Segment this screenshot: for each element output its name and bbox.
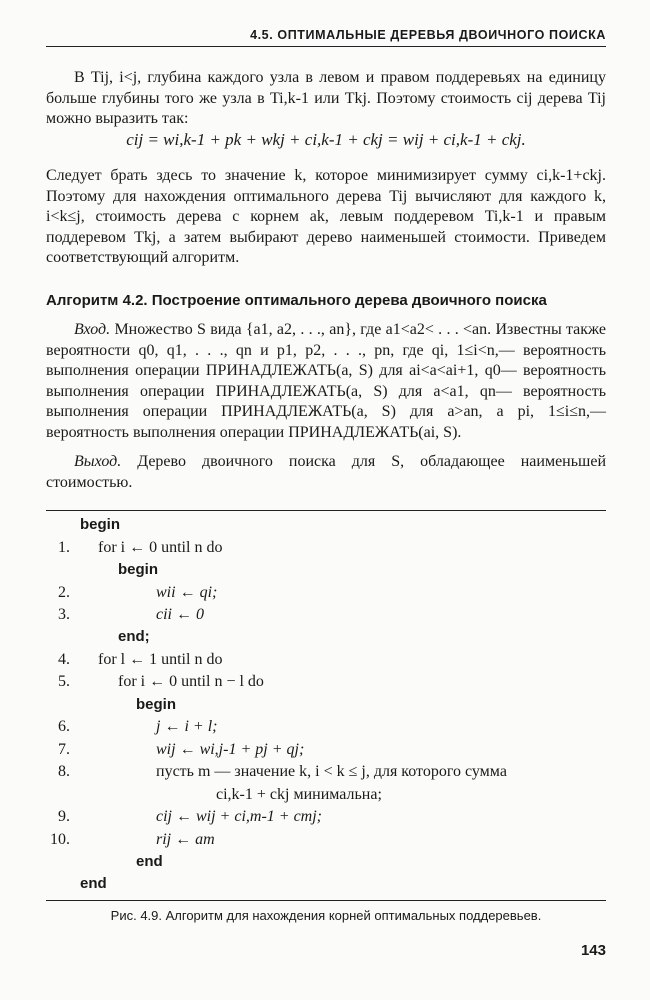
line-number: 1.	[58, 539, 70, 556]
algorithm-output	[46, 452, 606, 493]
code-text: пусть m — значение k, i < k ≤ j, для которого сумма	[156, 763, 507, 780]
code-text: rij ← am	[156, 831, 215, 848]
code-line	[46, 694, 606, 716]
code-text: for i ← 0 until n do	[98, 539, 223, 556]
code-line	[46, 873, 606, 895]
code-text: cij ← wij + ci,m-1 + cmj;	[156, 808, 323, 825]
input-text: Множество S вида {a1, a2, . . ., an}, где a1<a2< . . . <an. Известны также вероятности q0, q1, . . ., qn и p1, p2, . . ., pn, где qi, 1≤i<n,— вероятность выполнения операции ПРИНАДЛЕЖАТЬ(a, S) для ai<a<ai+1, q0— вероятность выполнения операции ПРИНАДЛЕЖАТЬ(a, S) для a<a1, qn— вероятность выполнения операции ПРИНАДЛЕЖАТЬ(a, S) для a>an, a pi, 1≤i≤n,— вероятность выполнения операции ПРИНАДЛЕЖАТЬ(ai, S).	[46, 321, 607, 441]
line-number: 3.	[58, 606, 70, 623]
code-text: end;	[118, 628, 150, 645]
code-text: wii ← qi;	[156, 584, 218, 601]
code-line	[46, 739, 606, 761]
line-number: 9.	[58, 808, 70, 825]
output-text: Дерево двоичного поиска для S, обладающее наименьшей стоимостью.	[46, 453, 607, 491]
line-number: 7.	[58, 741, 70, 758]
running-head: 4.5. ОПТИМАЛЬНЫЕ ДЕРЕВЬЯ ДВОИЧНОГО ПОИСКА	[250, 28, 606, 42]
code-bottom-rule	[46, 900, 606, 901]
intro-paragraph-2: Следует брать здесь то значение k, которое минимизирует сумму ci,k-1+ckj. Поэтому для нахождения оптимального дерева Tij вычисляют для каждого k, i<k≤j, стоимость дерева с корнем ak, левым поддеревом Ti,k-1 и правым поддеревом Tkj, а затем выбирают дерево наименьшей стоимости. Приведем соответствующий алгоритм.	[46, 167, 606, 266]
code-top-rule	[46, 510, 606, 511]
code-text: end	[80, 875, 107, 892]
line-number: 4.	[58, 651, 70, 668]
code-text: begin	[136, 696, 176, 713]
code-text: for l ← 1 until n do	[98, 651, 223, 668]
cost-formula: cij = wi,k-1 + pk + wkj + ci,k-1 + ckj = wij + ci,k-1 + ckj.	[126, 130, 526, 149]
line-number: 6.	[58, 718, 70, 735]
algorithm-input	[46, 320, 606, 443]
code-line	[46, 604, 606, 626]
code-text: j ← i + l;	[156, 718, 218, 735]
header-rule	[46, 46, 606, 47]
code-line	[46, 582, 606, 604]
code-text: cii ← 0	[156, 606, 204, 623]
code-text: ci,k-1 + ckj минимальна;	[216, 786, 382, 803]
code-text: begin	[80, 516, 120, 533]
line-number: 2.	[58, 584, 70, 601]
line-number: 5.	[58, 673, 70, 690]
intro-paragraph-1: В Tij, i<j, глубина каждого узла в левом и правом поддеревьях на единицу больше глубины того же узла в Ti,k-1 или Tkj. Поэтому стоимость cij дерева Tij можно выразить так:	[46, 69, 606, 127]
code-line	[46, 671, 606, 693]
code-line	[46, 716, 606, 738]
code-text: for i ← 0 until n − l do	[118, 673, 264, 690]
code-line	[46, 761, 606, 783]
code-line	[46, 829, 606, 851]
code-line	[46, 537, 606, 559]
code-text: wij ← wi,j-1 + pj + qj;	[156, 741, 305, 758]
code-line	[46, 806, 606, 828]
line-number: 10.	[50, 831, 70, 848]
code-text: end	[136, 853, 163, 870]
input-label: Вход.	[74, 321, 111, 338]
code-line	[46, 626, 606, 648]
line-number: 8.	[58, 763, 70, 780]
code-line	[46, 649, 606, 671]
figure-caption: Рис. 4.9. Алгоритм для нахождения корней оптимальных поддеревьев.	[110, 908, 542, 923]
output-label: Выход.	[74, 453, 122, 470]
code-line	[46, 784, 606, 806]
algorithm-heading: Алгоритм 4.2. Построение оптимального дерева двоичного поиска	[46, 292, 547, 309]
code-line	[46, 851, 606, 873]
code-line	[46, 514, 606, 536]
page-number: 143	[580, 942, 606, 959]
code-text: begin	[118, 561, 158, 578]
code-line	[46, 559, 606, 581]
